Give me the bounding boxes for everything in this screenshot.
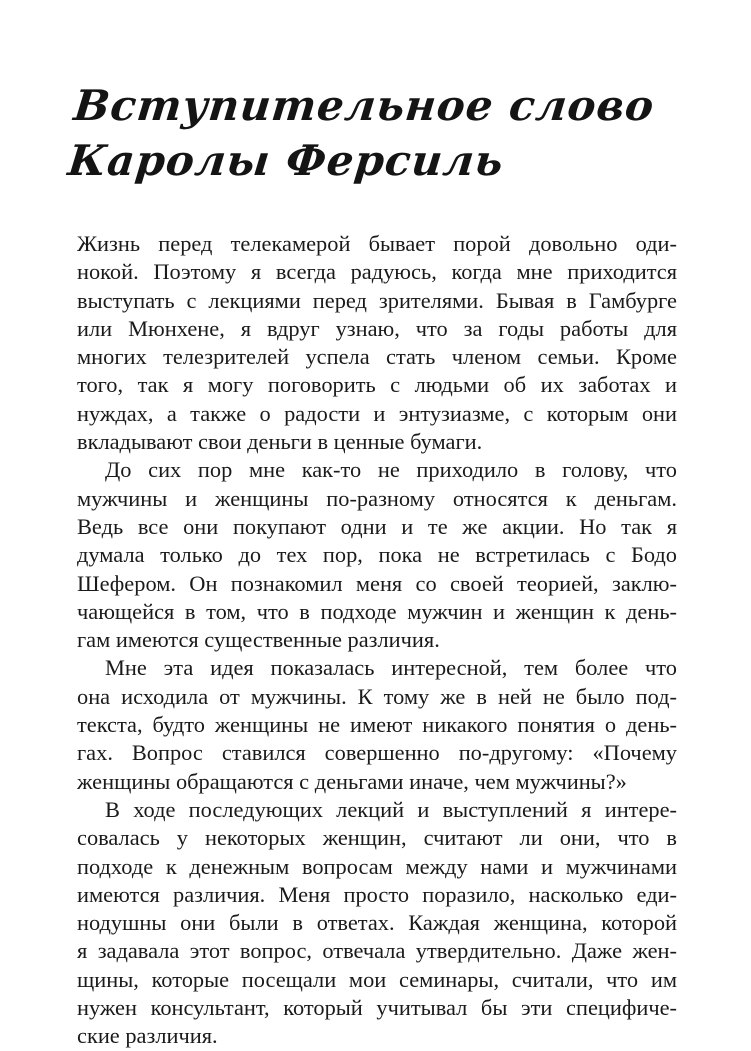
paragraph-1: [77, 230, 677, 456]
text-line: думала только до тех пор, пока не встретилась с Бодо: [77, 542, 677, 568]
text-line: вкладывают свои деньги в ценные бумаги.: [77, 429, 483, 455]
text-line: гах. Вопрос ставился совершенно по-другому: «Почему: [77, 740, 677, 766]
text-line: В ходе последующих лекций и выступлений я интере-: [105, 796, 677, 822]
text-line: женщины обращаются с деньгами иначе, чем мужчины?»: [77, 768, 627, 794]
text-line: Шефером. Он познакомил меня со своей теорией, заклю-: [77, 570, 677, 596]
text-line: многих телезрителей успела стать членом семьи. Кроме: [77, 344, 677, 370]
text-line: совалась у некоторых женщин, считают ли они, что в: [77, 825, 677, 851]
text-line: текста, будто женщины не имеют никакого понятия о день-: [77, 712, 677, 738]
text-line: мужчины и женщины по-разному относятся к деньгам.: [77, 485, 677, 511]
paragraph-4: [77, 796, 677, 1051]
chapter-heading: [65, 78, 657, 188]
text-line: чающейся в том, что в подходе мужчин и женщин к день-: [77, 598, 677, 624]
paragraph-2: [77, 456, 677, 654]
text-line: щины, которые посещали мои семинары, считали, что им: [77, 966, 677, 992]
text-line: подходе к денежным вопросам между нами и мужчинами: [77, 853, 677, 879]
body-text: [77, 230, 677, 1051]
text-line: ские различия.: [77, 1023, 218, 1049]
text-line: Мне эта идея показалась интересной, тем более что: [105, 655, 677, 681]
text-line: нодушны они были в ответах. Каждая женщина, которой: [77, 910, 677, 936]
text-line: нуждах, а также о радости и энтузиазме, с которым они: [77, 400, 677, 426]
text-line: я задавала этот вопрос, отвечала утвердительно. Даже жен-: [77, 938, 677, 964]
text-line: нокой. Поэтому я всегда радуюсь, когда мне приходится: [77, 259, 677, 285]
text-line: выступать с лекциями перед зрителями. Бывая в Гамбурге: [77, 287, 677, 313]
text-line: или Мюнхене, я вдруг узнаю, что за годы работы для: [77, 315, 677, 341]
text-line: она исходила от мужчины. К тому же в ней не было под-: [77, 683, 677, 709]
text-line: того, так я могу поговорить с людьми об их заботах и: [77, 372, 677, 398]
heading-line: Каролы Ферсиль: [65, 136, 507, 185]
text-line: имеются различия. Меня просто поразило, насколько еди-: [77, 881, 677, 907]
text-line: До сих пор мне как-то не приходило в голову, что: [105, 457, 677, 483]
heading-line: Вступительное слово: [71, 81, 657, 130]
text-line: Жизнь перед телекамерой бывает порой довольно оди-: [77, 231, 677, 256]
text-line: нужен консультант, который учитывал бы эти специфиче-: [77, 995, 677, 1021]
text-line: Ведь все они покупают одни и те же акции. Но так я: [77, 513, 677, 539]
paragraph-3: [77, 654, 677, 795]
text-line: гам имеются существенные различия.: [77, 627, 440, 653]
